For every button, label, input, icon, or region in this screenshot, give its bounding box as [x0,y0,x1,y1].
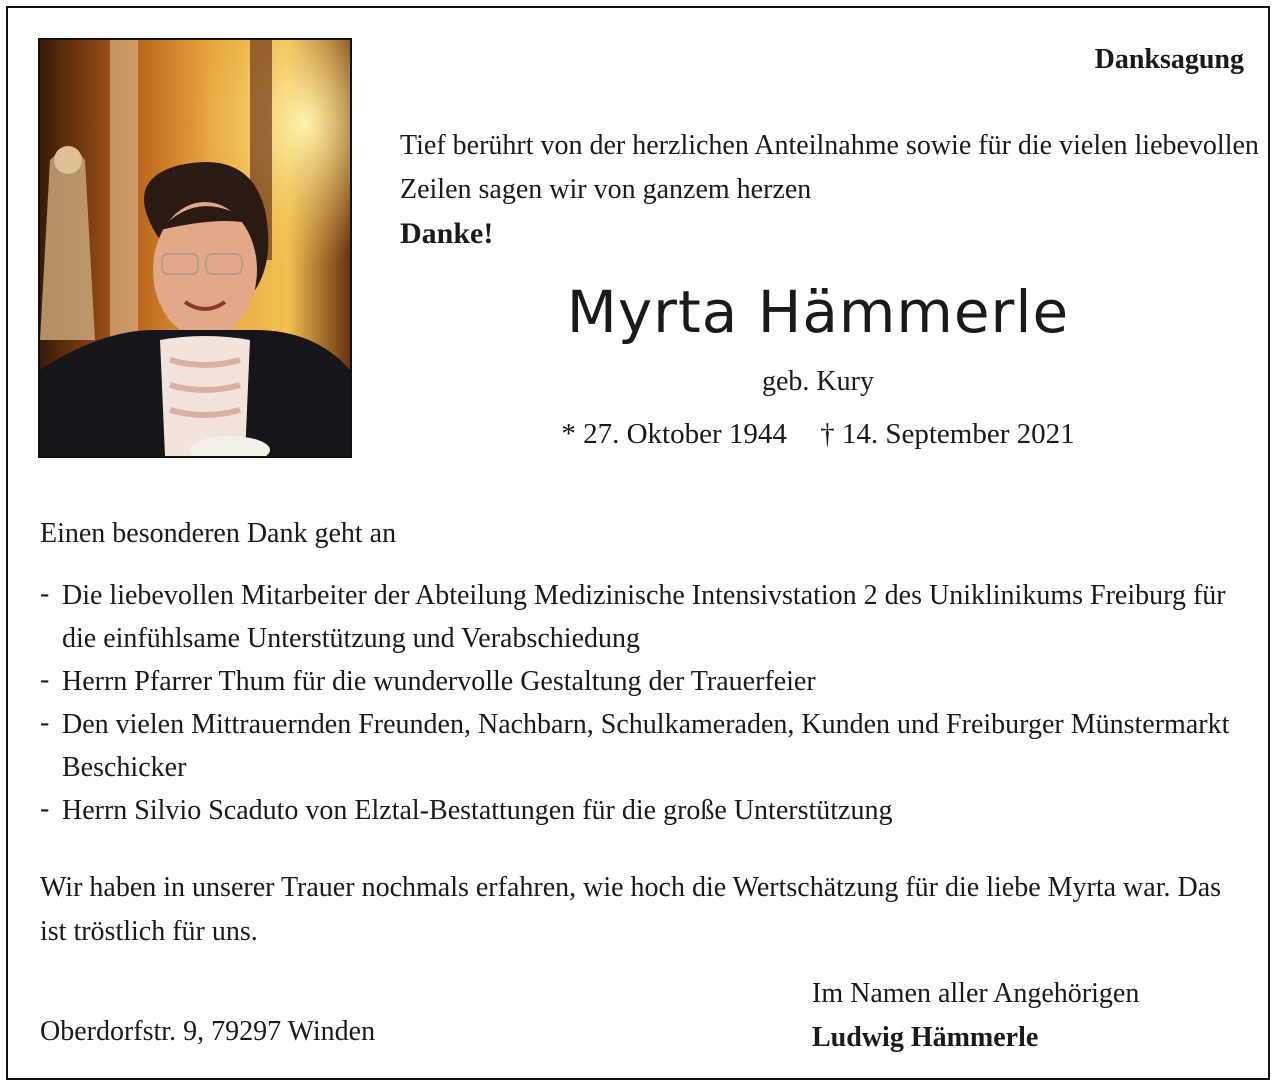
intro-emphasis: Danke! [400,217,494,250]
list-item: - Die liebevollen Mitarbeiter der Abteilung Medizinische Intensivstation 2 des Uniklinikums Freiburg für die einfühlsame Unterstützung und Verabschiedung [40,574,1240,660]
maiden-name: geb. Kury [762,366,874,397]
thanks-intro: Einen besonderen Dank geht an [40,518,397,549]
death-date: † 14. September 2021 [820,418,1075,450]
list-item: - Den vielen Mittrauernden Freunden, Nachbarn, Schulkameraden, Kunden und Freiburger Münstermarkt Beschicker [40,703,1240,789]
closing-paragraph: Wir haben in unserer Trauer nochmals erfahren, wie hoch die Wertschätzung für die liebe Myrta war. Das ist tröstlich für uns. [40,872,1222,947]
thanks-list [40,574,1240,832]
signer-name: Ludwig Hämmerle [812,1022,1039,1053]
life-dates [408,418,1228,451]
obituary-notice [6,6,1270,1080]
birth-date: * 27. Oktober 1944 [561,418,787,450]
portrait-photo [38,38,352,458]
intro-paragraph [400,124,1260,256]
list-item: - Herrn Pfarrer Thum für die wundervolle Gestaltung der Trauerfeier [40,660,1240,703]
intro-text: Tief berührt von der herzlichen Anteilnahme sowie für die vielen liebevollen Zeilen sagen wir von ganzem herzen [400,130,1259,205]
deceased-name: Myrta Hämmerle [566,278,1070,346]
signoff-line: Im Namen aller Angehörigen [812,978,1140,1009]
signoff [812,972,1139,1060]
list-item: - Herrn Silvio Scaduto von Elztal-Bestattungen für die große Unterstützung [40,789,1240,832]
address: Oberdorfstr. 9, 79297 Winden [40,1016,376,1047]
portrait-image [40,40,350,456]
notice-heading: Danksagung [1094,44,1244,75]
